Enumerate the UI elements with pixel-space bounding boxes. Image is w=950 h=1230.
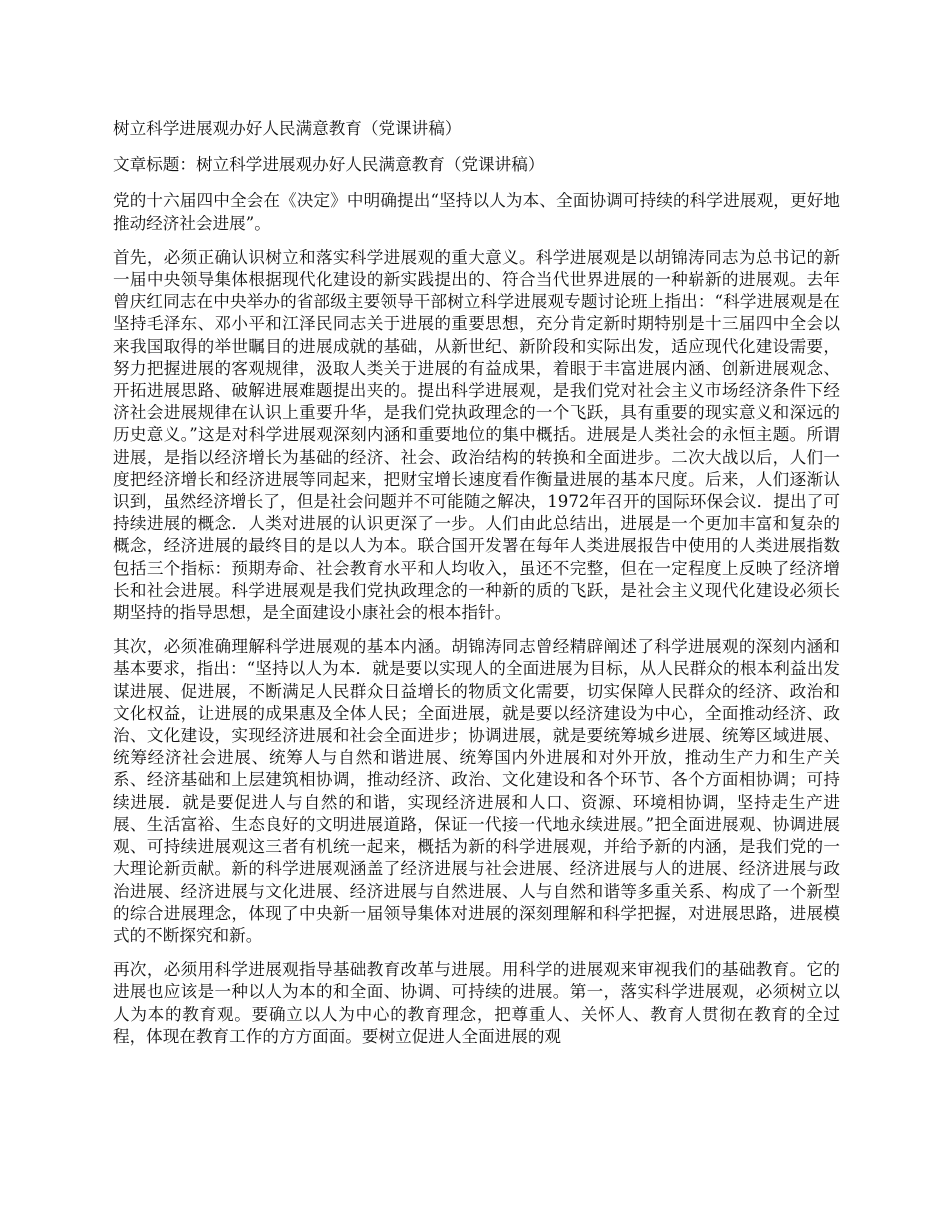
- document-body: [113, 118, 840, 1060]
- paragraph-second: 其次，必须准确理解科学进展观的基本内涵。胡锦涛同志曾经精辟阐述了科学进展观的深刻内涵和基本要求，指出：“坚持以人为本．就是要以实现人的全面进展为目标，从人民群众的根本利益出发谋进展、促进展，不断满足人民群众日益增长的物质文化需要，切实保障人民群众的经济、政治和文化权益，让进展的成果惠及全体人民；全面进展，就是要以经济建设为中心，全面推动经济、政治、文化建设，实现经济进展和社会全面进步；协调进展，就是要统筹城乡进展、统筹区域进展、统筹经济社会进展、统筹人与自然和谐进展、统筹国内外进展和对外开放，推动生产力和生产关系、经济基础和上层建筑相协调，推动经济、政治、文化建设和各个环节、各个方面相协调；可持续进展．就是要促进人与自然的和谐，实现经济进展和人口、资源、环境相协调，坚持走生产进展、生活富裕、生态良好的文明进展道路，保证一代接一代地永续进展。”把全面进展观、协调进展观、可持续进展观这三者有机统一起来，概括为新的科学进展观，并给予新的内涵，是我们党的一大理论新贡献。新的科学进展观涵盖了经济进展与社会进展、经济进展与人的进展、经济进展与政治进展、经济进展与文化进展、经济进展与自然进展、人与自然和谐等多重关系、构成了一个新型的综合进展理念，体现了中央新一届领导集体对进展的深刻理解和科学把握，对进展思路，进展模式的不断探究和新。: [113, 637, 840, 945]
- article-heading: 文章标题：树立科学进展观办好人民满意教育（党课讲稿）: [113, 155, 545, 175]
- paragraph-first: 首先，必须正确认识树立和落实科学进展观的重大意义。科学进展观是以胡锦涛同志为总书记的新一届中央领导集体根据现代化建设的新实践提出的、符合当代世界进展的一种崭新的进展观。去年曾庆红同志在中央举办的省部级主要领导干部树立科学进展观专题讨论班上指出：“科学进展观是在坚持毛泽东、邓小平和江泽民同志关于进展的重要思想，充分肯定新时期特别是十三届四中全会以来我国取得的举世瞩目的进展成就的基础，从新世纪、新阶段和实际出发，适应现代化建设需要，努力把握进展的客观规律，汲取人类关于进展的有益成果，着眼于丰富进展内涵、创新进展观念、开拓进展思路、破解进展难题提出夹的。提出科学进展观，是我们党对社会主义市场经济条件下经济社会进展规律在认识上重要升华，是我们党执政理念的一个飞跃，具有重要的现实意义和深远的历史意义。”这是对科学进展观深刻内涵和重要地位的集中概括。进展是人类社会的永恒主题。所谓进展，是指以经济增长为基础的经济、社会、政治结构的转换和全面进步。二次大战以后，人们一度把经济增长和经济进展等同起来，把财宝增长速度看作衡量进展的基本尺度。后来，人们逐渐认识到，虽然经济增长了，但是社会问题并不可能随之解决，1972年召开的国际环保会议．提出了可持续进展的概念．人类对进展的认识更深了一步。人们由此总结出，进展是一个更加丰富和复杂的概念，经济进展的最终目的是以人为本。联合国开发署在每年人类进展报告中使用的人类进展指数包括三个指标：预期寿命、社会教育水平和人均收入，虽还不完整，但在一定程度上反映了经济增长和社会进展。科学进展观是我们党执政理念的一种新的质的飞跃，是社会主义现代化建设必须长期坚持的指导思想，是全面建设小康社会的根本指针。: [113, 247, 840, 623]
- document-title: 树立科学进展观办好人民满意教育（党课讲稿）: [113, 119, 462, 138]
- paragraph-intro: 党的十六届四中全会在《决定》中明确提出“坚持以人为本、全面协调可持续的科学进展观，更好地推动经济社会进展”。: [113, 191, 840, 233]
- paragraph-third: 再次，必须用科学进展观指导基础教育改革与进展。用科学的进展观来审视我们的基础教育。它的进展也应该是一种以人为本的和全面、协调、可持续的进展。第一，落实科学进展观，必须树立以人为本的教育观。要确立以人为中心的教育理念，把尊重人、关怀人、教育人贯彻在教育的全过程，体现在教育工作的方方面面。要树立促进人全面进展的观: [113, 960, 840, 1046]
